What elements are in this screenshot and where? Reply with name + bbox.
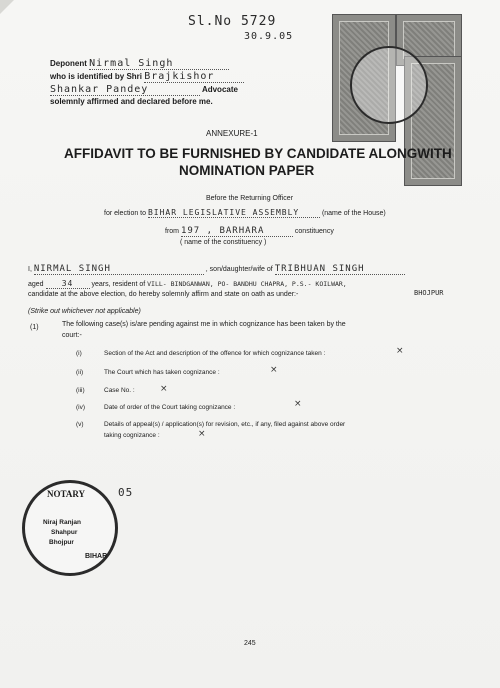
age-address-line (28, 279, 347, 289)
affidavit-title-line2: NOMINATION PAPER (179, 163, 315, 178)
serial-number: Sl.No 5729 (188, 14, 277, 29)
deponent-name: Nirmal Singh (89, 58, 229, 70)
notary-name: Niraj Ranjan (43, 519, 81, 526)
subitem-5-text: Details of appeal(s) / application(s) for revision, etc., if any, filed against above order (104, 421, 346, 428)
notary-city: Shahpur (51, 529, 78, 536)
subitem-4-text: Date of order of the Court taking cognizance : (104, 404, 236, 411)
subitem-3-mark: × (160, 384, 168, 394)
deponent-line (50, 58, 229, 70)
identified-by-name-2: Shankar Pandey (50, 84, 200, 96)
notary-handwritten-number: 05 (118, 486, 134, 499)
for-election-label: for election to (104, 210, 147, 217)
deponent-label: Deponent (50, 59, 87, 68)
identified-label: who is identified by Shri (50, 72, 143, 81)
item-1-number: (1) (30, 324, 39, 331)
constituency-value: 197 , BARHARA (181, 226, 293, 237)
subitem-3-text: Case No. : (104, 387, 135, 394)
identified-line (50, 71, 244, 83)
house-value: BIHAR LEGISLATIVE ASSEMBLY (148, 208, 320, 218)
stamp-cancellation-seal (350, 46, 428, 124)
candidate-name: NIRMAL SINGH (34, 264, 204, 275)
subitem-2-mark: × (270, 365, 278, 375)
subitem-2-text: The Court which has taken cognizance : (104, 369, 220, 376)
i-label: I, (28, 266, 32, 273)
page-number: 245 (244, 640, 256, 647)
item-1-text: The following case(s) is/are pending against me in which cognizance has been taken by the (62, 321, 346, 328)
notary-state: BIHAR (85, 553, 108, 560)
son-of-label: , son/daughter/wife of (205, 266, 273, 273)
from-label: from (165, 228, 179, 235)
strike-out-note: (Strike out whichever not applicable) (28, 308, 141, 315)
address-value: VILL- BINDGANWAN, PO- BANDHU CHAPRA, P.S.- KOILWAR, (147, 280, 347, 288)
advocate-label: Advocate (201, 85, 238, 94)
notary-seal-top-text: NOTARY (47, 489, 86, 499)
notary-seal (22, 480, 118, 576)
deponent-name-line (28, 264, 405, 275)
subitem-1-number: (i) (76, 350, 82, 357)
subitem-1-text: Section of the Act and description of the offence for which cognizance taken : (104, 350, 326, 357)
solemnly-affirmed-text: solemnly affirmed and declared before me. (50, 97, 213, 106)
annexure-label: ANNEXURE-1 (206, 129, 258, 138)
item-1-text-2: court:- (62, 332, 82, 339)
subitem-1-mark: × (396, 346, 404, 356)
resident-label: years, resident of (91, 281, 146, 288)
constituency-line (165, 226, 334, 237)
serial-date: 30.9.05 (244, 31, 294, 42)
identified-line-2 (50, 84, 238, 96)
returning-officer-line: Before the Returning Officer (206, 195, 294, 202)
subitem-5-number: (v) (76, 421, 84, 428)
father-name: TRIBHUAN SINGH (275, 264, 405, 275)
election-house-line (104, 208, 386, 218)
candidate-statement: candidate at the above election, do hereby solemnly affirm and state on oath as under:- (28, 291, 299, 298)
subitem-4-mark: × (294, 399, 302, 409)
aged-label: aged (28, 281, 44, 288)
age-value: 34 (46, 279, 90, 289)
subitem-5-mark: × (198, 429, 206, 439)
subitem-2-number: (ii) (76, 369, 84, 376)
subitem-3-number: (iii) (76, 387, 85, 394)
constituency-caption: ( name of the constituency ) (180, 239, 267, 246)
subitem-4-number: (iv) (76, 404, 86, 411)
district-value: BHOJPUR (414, 289, 444, 297)
identified-by-name: Brajkishor (144, 71, 244, 83)
constituency-label: constituency (294, 228, 334, 235)
subitem-5-text-2: taking cognizance : (104, 432, 160, 439)
house-caption: (name of the House) (321, 210, 386, 217)
affidavit-title-line1: AFFIDAVIT TO BE FURNISHED BY CANDIDATE ALONGWITH (64, 146, 452, 161)
page-fold-corner (0, 0, 14, 14)
notary-district: Bhojpur (49, 539, 74, 546)
